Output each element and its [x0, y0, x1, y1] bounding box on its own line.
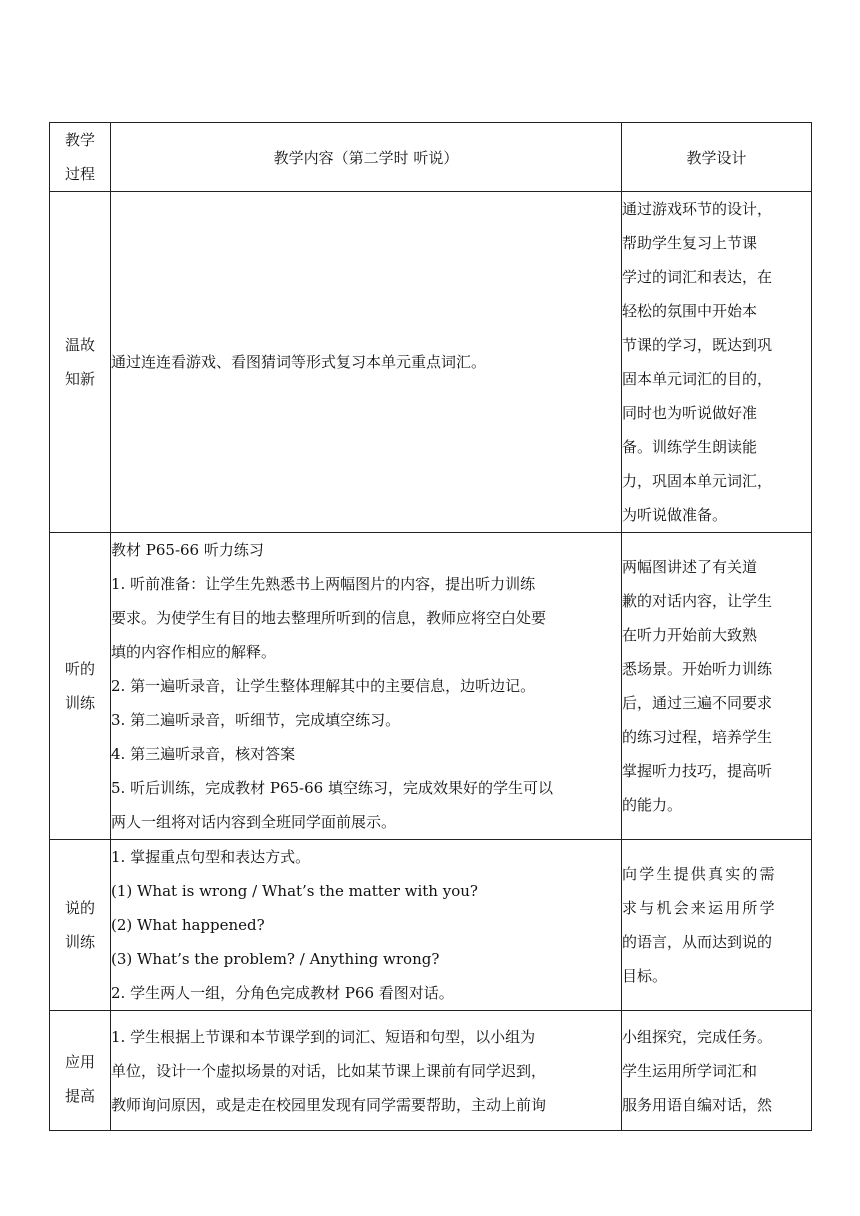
content-line: 填的内容作相应的解释。: [111, 643, 277, 661]
content-line: 1. 听前准备：让学生先熟悉书上两幅图片的内容，提出听力训练: [111, 575, 536, 593]
content-cell: [111, 192, 622, 533]
stage-cell: [50, 840, 111, 1011]
content-cell: [111, 1011, 622, 1131]
design-line: 学过的词汇和表达，在: [622, 268, 773, 286]
stage-cell: [50, 1011, 111, 1131]
lesson-plan-table: [49, 122, 812, 1131]
design-line: 帮助学生复习上节课: [622, 234, 758, 252]
design-line: 力，巩固本单元词汇，: [622, 472, 773, 490]
design-cell: [622, 533, 812, 840]
design-line: 同时也为听说做好准: [622, 404, 758, 422]
content-line: 2. 学生两人一组，分角色完成教材 P66 看图对话。: [111, 984, 454, 1002]
design-line: 求与机会来运用所学: [622, 899, 777, 917]
design-line: 掌握听力技巧，提高听: [622, 762, 773, 780]
stage-label-line: 知新: [64, 370, 95, 388]
design-line: 节课的学习，既达到巩: [622, 336, 773, 354]
design-line: 的能力。: [622, 796, 683, 814]
table-header-row: [50, 123, 812, 192]
table-row: [50, 192, 812, 533]
content-cell: [111, 840, 622, 1011]
design-line: 小组探究，完成任务。: [622, 1027, 773, 1046]
content-cell: [111, 533, 622, 840]
design-line: 通过游戏环节的设计，: [622, 200, 773, 218]
design-cell: [622, 840, 812, 1011]
stage-label-line: 训练: [64, 694, 95, 712]
table-row: [50, 840, 812, 1011]
content-line: (3) What’s the problem? / Anything wrong?: [111, 950, 440, 968]
content-line: 4. 第三遍听录音，核对答案: [111, 745, 296, 763]
stage-cell: [50, 533, 111, 840]
design-cell: [622, 1011, 812, 1131]
content-line: 通过连连看游戏、看图猜词等形式复习本单元重点词汇。: [111, 353, 487, 371]
stage-label-line: 应用: [64, 1053, 95, 1071]
design-line: 服务用语自编对话，然: [622, 1095, 773, 1114]
content-line: 教材 P65-66 听力练习: [111, 541, 264, 559]
design-line: 固本单元词汇的目的，: [622, 370, 773, 388]
header-design: 教学设计: [622, 123, 812, 192]
header-stage: [50, 123, 111, 192]
design-line: 学生运用所学词汇和: [622, 1061, 758, 1080]
stage-cell: [50, 192, 111, 533]
design-line: 向学生提供真实的需: [622, 865, 777, 883]
design-line: 后，通过三遍不同要求: [622, 694, 773, 712]
content-line: 2. 第一遍听录音，让学生整体理解其中的主要信息，边听边记。: [111, 677, 536, 695]
content-line: (1) What is wrong / What’s the matter with you?: [111, 882, 478, 900]
content-line: 1. 掌握重点句型和表达方式。: [111, 848, 311, 866]
table-row: [50, 533, 812, 840]
table-row: [50, 1011, 812, 1131]
content-line: 5. 听后训练，完成教材 P65-66 填空练习，完成效果好的学生可以: [111, 779, 553, 797]
design-cell: [622, 192, 812, 533]
design-line: 歉的对话内容，让学生: [622, 592, 773, 610]
design-line: 目标。: [622, 967, 668, 985]
design-line: 两幅图讲述了有关道: [622, 558, 758, 576]
design-line: 为听说做准备。: [622, 506, 728, 524]
design-line: 在听力开始前大致熟: [622, 626, 758, 644]
content-line: 1. 学生根据上节课和本节课学到的词汇、短语和句型，以小组为: [111, 1027, 536, 1046]
stage-label-line: 说的: [64, 899, 95, 917]
content-line: 单位，设计一个虚拟场景的对话，比如某节课上课前有同学迟到，: [111, 1061, 547, 1080]
content-line: (2) What happened?: [111, 916, 265, 934]
header-content: 教学内容（第二学时 听说）: [111, 123, 622, 192]
design-line: 轻松的氛围中开始本: [622, 302, 758, 320]
stage-label-line: 提高: [64, 1087, 95, 1105]
design-line: 备。训练学生朗读能: [622, 438, 758, 456]
content-line: 教师询问原因，或是走在校园里发现有同学需要帮助，主动上前询: [111, 1095, 547, 1114]
design-line: 悉场景。开始听力训练: [622, 660, 773, 678]
content-line: 3. 第二遍听录音，听细节，完成填空练习。: [111, 711, 401, 729]
content-line: 要求。为使学生有目的地去整理所听到的信息，教师应将空白处要: [111, 609, 547, 627]
content-line: 两人一组将对话内容到全班同学面前展示。: [111, 813, 397, 831]
design-line: 的练习过程，培养学生: [622, 728, 773, 746]
header-stage-line: 过程: [64, 165, 95, 183]
design-line: 的语言，从而达到说的: [622, 933, 773, 951]
stage-label-line: 训练: [64, 933, 95, 951]
stage-label-line: 听的: [64, 660, 95, 678]
stage-label-line: 温故: [64, 336, 95, 354]
header-stage-line: 教学: [64, 131, 95, 149]
